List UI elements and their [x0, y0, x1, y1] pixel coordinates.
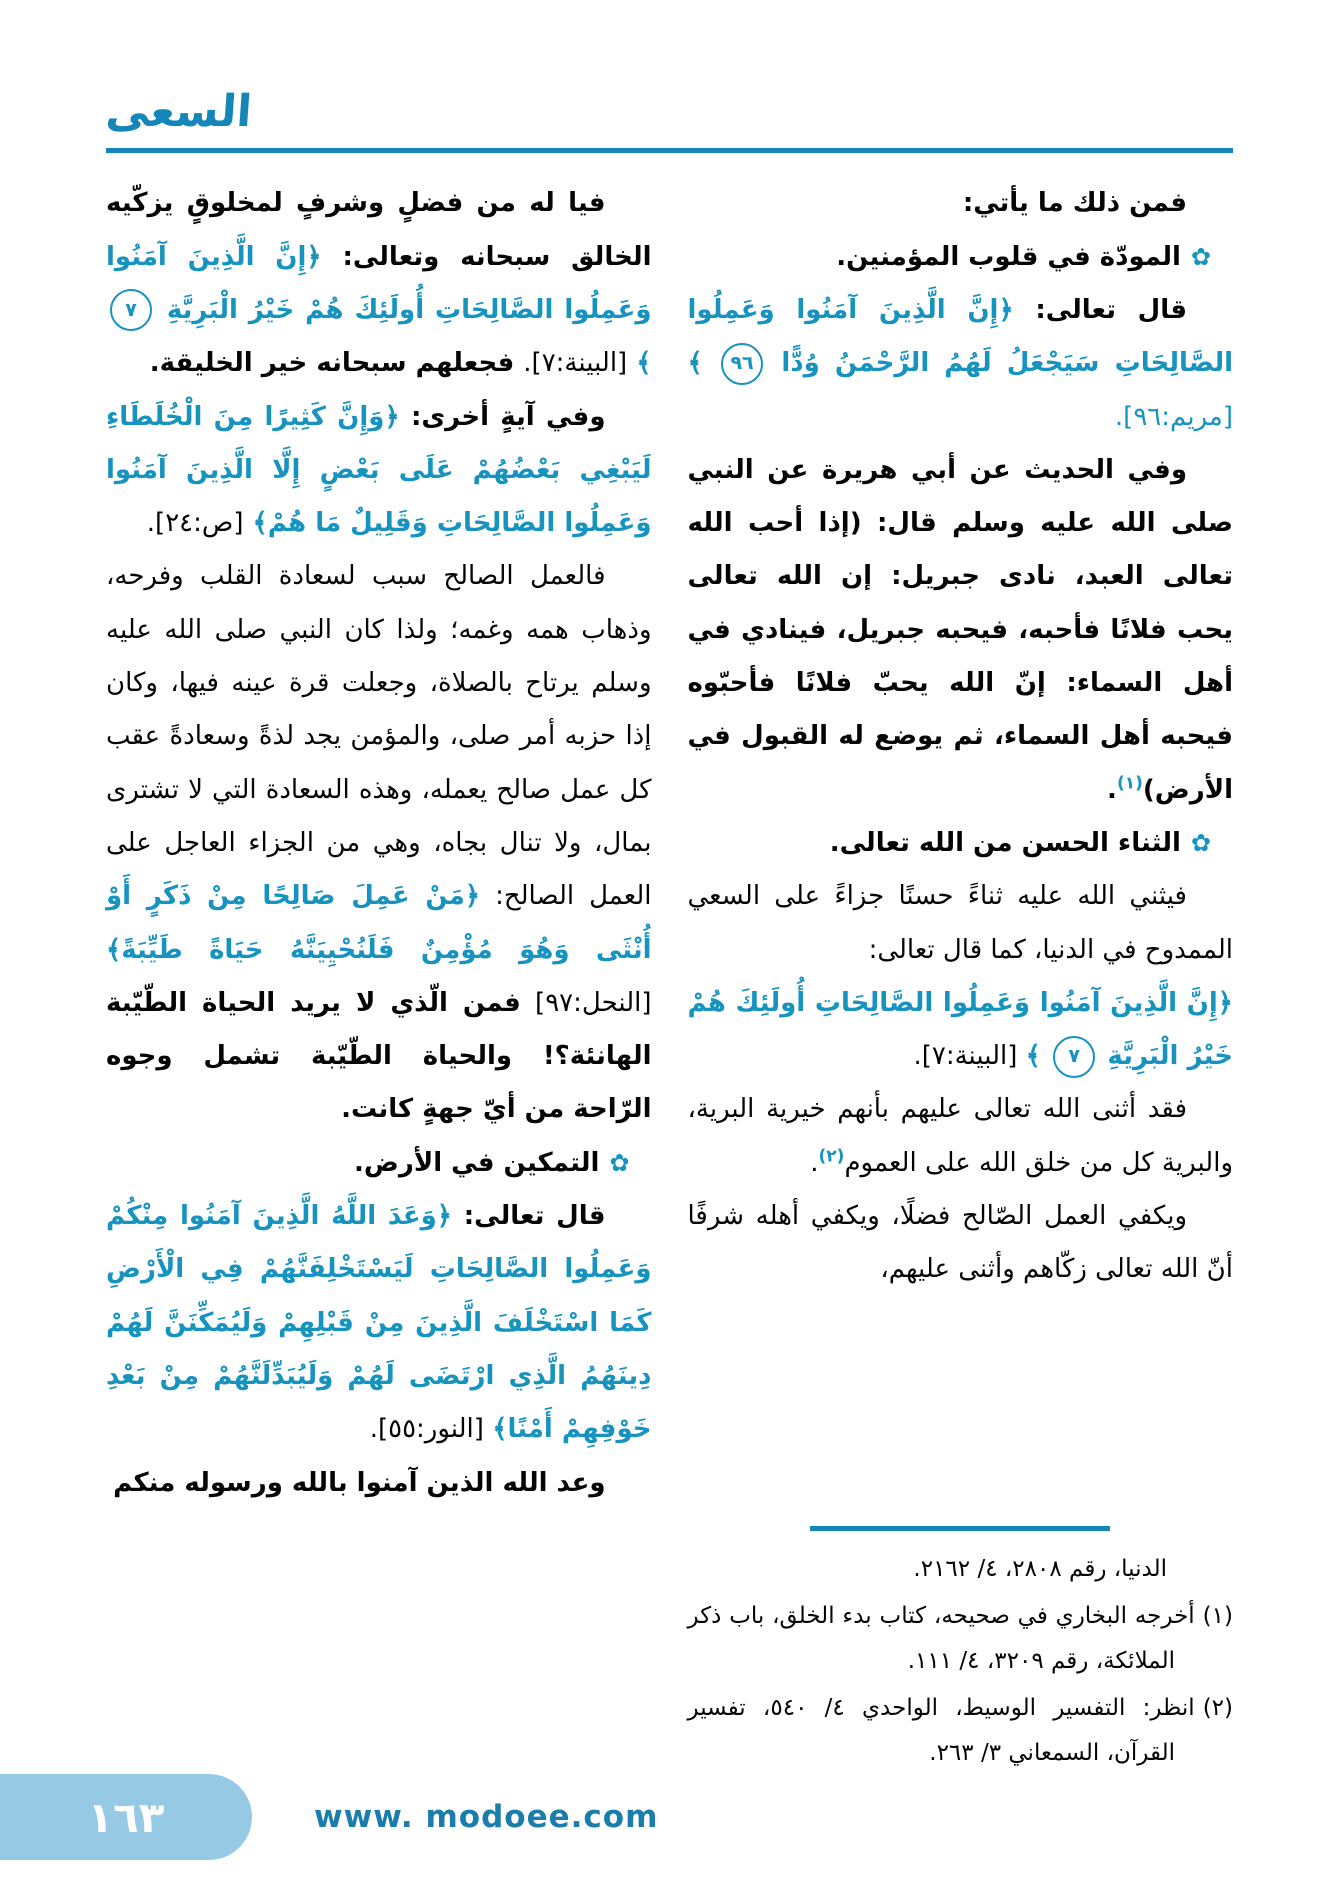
surah-citation-bayyinah: [البينة:٧]. [523, 348, 628, 379]
quran-open-bracket: ﴿ [306, 241, 322, 272]
flower-ornament-icon: ✿ [609, 1148, 630, 1177]
text-run: فيثني الله عليه ثناءً حسنًا جزاءً على السعي الممدوح في الدنيا، كما قال تعالى: [687, 881, 1233, 965]
footnotes-block [688, 1508, 1234, 1777]
surah-citation-maryam: [مريم:٩٦]. [1114, 401, 1233, 432]
heading-text: التمكين في الأرض. [354, 1147, 600, 1178]
text-run: فجعلهم سبحانه خير الخليقة. [149, 348, 515, 379]
footnote-2 [688, 1686, 1234, 1776]
surah-citation-bayyinah: [البينة:٧]. [913, 1041, 1018, 1072]
quran-open-bracket: ﴿ [998, 294, 1014, 325]
footnote-ref-2: (٢) [818, 1146, 845, 1167]
quran-open-bracket: ﴿ [384, 401, 400, 432]
section-heading-thanaa [688, 817, 1234, 870]
quran-close-bracket: ﴾ [252, 508, 268, 539]
paragraph-waada [106, 1457, 652, 1510]
text-run: فيا له من فضلٍ وشرفٍ لمخلوقٍ يزكّيه الخالق سبحانه وتعالى: [106, 188, 652, 272]
text-run: فقد أثنى الله تعالى عليهم بأنهم خيرية البرية، والبرية كل من خلق الله على العموم [687, 1094, 1233, 1178]
page-header [0, 0, 1339, 153]
text-run: ويكفي العمل الصّالح فضلًا، ويكفي أهله شرفًا أنّ الله تعالى زكّاهم وأثنى عليهم، [687, 1201, 1233, 1285]
paragraph-athna [688, 1083, 1234, 1190]
paragraph-hadith [688, 444, 1234, 817]
paragraph-quran-nur [106, 1190, 652, 1456]
sentence-end: . [810, 1147, 819, 1178]
quran-verse-nahl97: مَنْ عَمِلَ صَالِحًا مِنْ ذَكَرٍ أَوْ أُنْثَى وَهُوَ مُؤْمِنٌ فَلَنُحْيِيَنَّهُ حَيَاةً طَيِّبَةً [106, 881, 652, 965]
text-run: فمن الّذي لا يريد الحياة الطّيّبة الهانئة؟! والحياة الطّيّبة تشمل وجوه الرّاحة من أيّ جهةٍ كانت. [106, 987, 652, 1125]
text-run: فمن ذلك ما يأتي: [962, 188, 1187, 219]
paragraph-amal-salih [106, 550, 652, 1136]
qala-taala-label: قال تعالى: [452, 1201, 606, 1232]
page-title: السعى [104, 86, 254, 137]
surah-citation-sad: [ص:٢٤]. [146, 508, 244, 539]
surah-citation-nur: [النور:٥٥]. [369, 1414, 484, 1445]
sentence-end: . [1107, 774, 1117, 805]
paragraph-fadl [106, 177, 652, 390]
paragraph-quran-bayyinah-right [688, 977, 1234, 1084]
text-run: وفي آيةٍ أخرى: [399, 401, 606, 432]
page-content [0, 153, 1339, 1777]
footnote-text: الدنيا، رقم ٢٨٠٨، ٤/ ٢١٦٢. [913, 1556, 1167, 1583]
page-number: ١٦٣ [87, 1792, 165, 1842]
header-title-row [106, 88, 1233, 136]
quran-close-bracket: ﴾ [1025, 1041, 1041, 1072]
quran-open-bracket: ﴿ [436, 1201, 453, 1232]
page-number-badge [0, 1774, 252, 1860]
page-footer [0, 1774, 1339, 1860]
quran-close-bracket: ﴾ [106, 934, 122, 965]
quran-verse-maryam96: إِنَّ الَّذِينَ آمَنُوا وَعَمِلُوا الصَّالِحَاتِ سَيَجْعَلُ لَهُمُ الرَّحْمَنُ وُدًّا [687, 294, 1234, 379]
column-right [688, 177, 1234, 1777]
flower-ornament-icon: ✿ [1190, 242, 1211, 271]
quran-verse-sad24: وَإِنَّ كَثِيرًا مِنَ الْخُلَطَاءِ لَيَبْغِي بَعْضُهُمْ عَلَى بَعْضٍ إِلَّا الَّذِينَ آمَنُوا وَعَمِلُوا الصَّالِحَاتِ وَقَلِيلٌ مَا هُمْ [106, 401, 652, 539]
website-url: www. modoee.com [314, 1799, 659, 1835]
ayah-number-medallion: ٧ [110, 289, 152, 331]
column-left [106, 177, 652, 1777]
section-heading-mawadda [688, 231, 1234, 284]
ayah-number-medallion: ٩٦ [721, 343, 763, 385]
qala-taala-label: قال تعالى: [1013, 294, 1187, 325]
section-heading-tamkin [106, 1137, 652, 1190]
footnote-text: انظر: التفسير الوسيط، الواحدي ٤/ ٥٤٠، تفسير القرآن، السمعاني ٣/ ٢٦٣. [687, 1694, 1195, 1766]
footnote-text: أخرجه البخاري في صحيحه، كتاب بدء الخلق، باب ذكر الملائكة، رقم ٣٢٠٩، ٤/ ١١١. [687, 1603, 1195, 1674]
footnote-marker: (١) [1202, 1603, 1233, 1630]
text-run: فالعمل الصالح سبب لسعادة القلب وفرحه، وذهاب همه وغمه؛ ولذا كان النبي صلى الله عليه وسلم يرتاح بالصلاة، وجعلت قرة عينه فيها، وكان إذا حزبه أمر صلى، والمؤمن يجد لذةً وسعادةً عقب كل عمل صالح يعمله، وهذه السعادة التي لا تشترى بمال، ولا تنال بجاه، وهي من الجزاء العاجل على العمل الصالح: [106, 561, 652, 912]
flower-ornament-icon: ✿ [1190, 828, 1211, 857]
heading-text: المودّة في قلوب المؤمنين. [836, 241, 1181, 272]
quran-verse-nur55: وَعَدَ اللَّهُ الَّذِينَ آمَنُوا مِنْكُمْ وَعَمِلُوا الصَّالِحَاتِ لَيَسْتَخْلِفَنَّهُمْ فِي الْأَرْضِ كَمَا اسْتَخْلَفَ الَّذِينَ مِنْ قَبْلِهِمْ وَلَيُمَكِّنَنَّ لَهُمْ دِينَهُمُ الَّذِي ارْتَضَى لَهُمْ وَلَيُبَدِّلَنَّهُمْ مِنْ بَعْدِ خَوْفِهِمْ أَمْنًا [106, 1201, 652, 1445]
heading-text: الثناء الحسن من الله تعالى. [829, 827, 1181, 858]
text-run: وعد الله الذين آمنوا بالله ورسوله منكم [113, 1467, 606, 1498]
footnote-ref-1: (١) [1116, 773, 1143, 793]
footnote-marker: (٢) [1202, 1694, 1234, 1721]
paragraph-yakfi [688, 1190, 1234, 1297]
quran-verse-bayyinah7: إِنَّ الَّذِينَ آمَنُوا وَعَمِلُوا الصَّالِحَاتِ أُولَئِكَ هُمْ خَيْرُ الْبَرِيَّةِ [687, 987, 1233, 1072]
surah-citation-nahl: [النحل:٩٧] [535, 987, 652, 1018]
quran-close-bracket: ﴾ [687, 348, 703, 379]
paragraph-thanaa-body [688, 870, 1234, 977]
paragraph-quran-maryam [688, 284, 1234, 444]
quran-close-bracket: ﴾ [636, 348, 652, 379]
footnote-continuation [688, 1547, 1168, 1592]
hadith-text: وفي الحديث عن أبي هريرة عن النبي صلى الله عليه وسلم قال: (إذا أحب الله تعالى العبد، نادى جبريل: إن الله تعالى يحب فلانًا فأحبه، فيحبه جبريل، فينادي في أهل السماء: إنّ الله يحبّ فلانًا فأحبّوه فيحبه أهل السماء، ثم يوضع له القبول في الأرض) [687, 454, 1233, 805]
paragraph-lead-in [688, 177, 1234, 230]
paragraph-aya-ukhra [106, 391, 652, 551]
quran-verse-bayyinah7: إِنَّ الَّذِينَ آمَنُوا وَعَمِلُوا الصَّالِحَاتِ أُولَئِكَ هُمْ خَيْرُ الْبَرِيَّةِ [106, 241, 652, 325]
footnote-1 [688, 1594, 1234, 1684]
quran-open-bracket: ﴿ [1217, 987, 1233, 1018]
ayah-number-medallion: ٧ [1053, 1036, 1095, 1078]
footnote-divider [810, 1526, 1110, 1531]
quran-close-bracket: ﴾ [492, 1414, 508, 1445]
quran-open-bracket: ﴿ [464, 881, 481, 912]
